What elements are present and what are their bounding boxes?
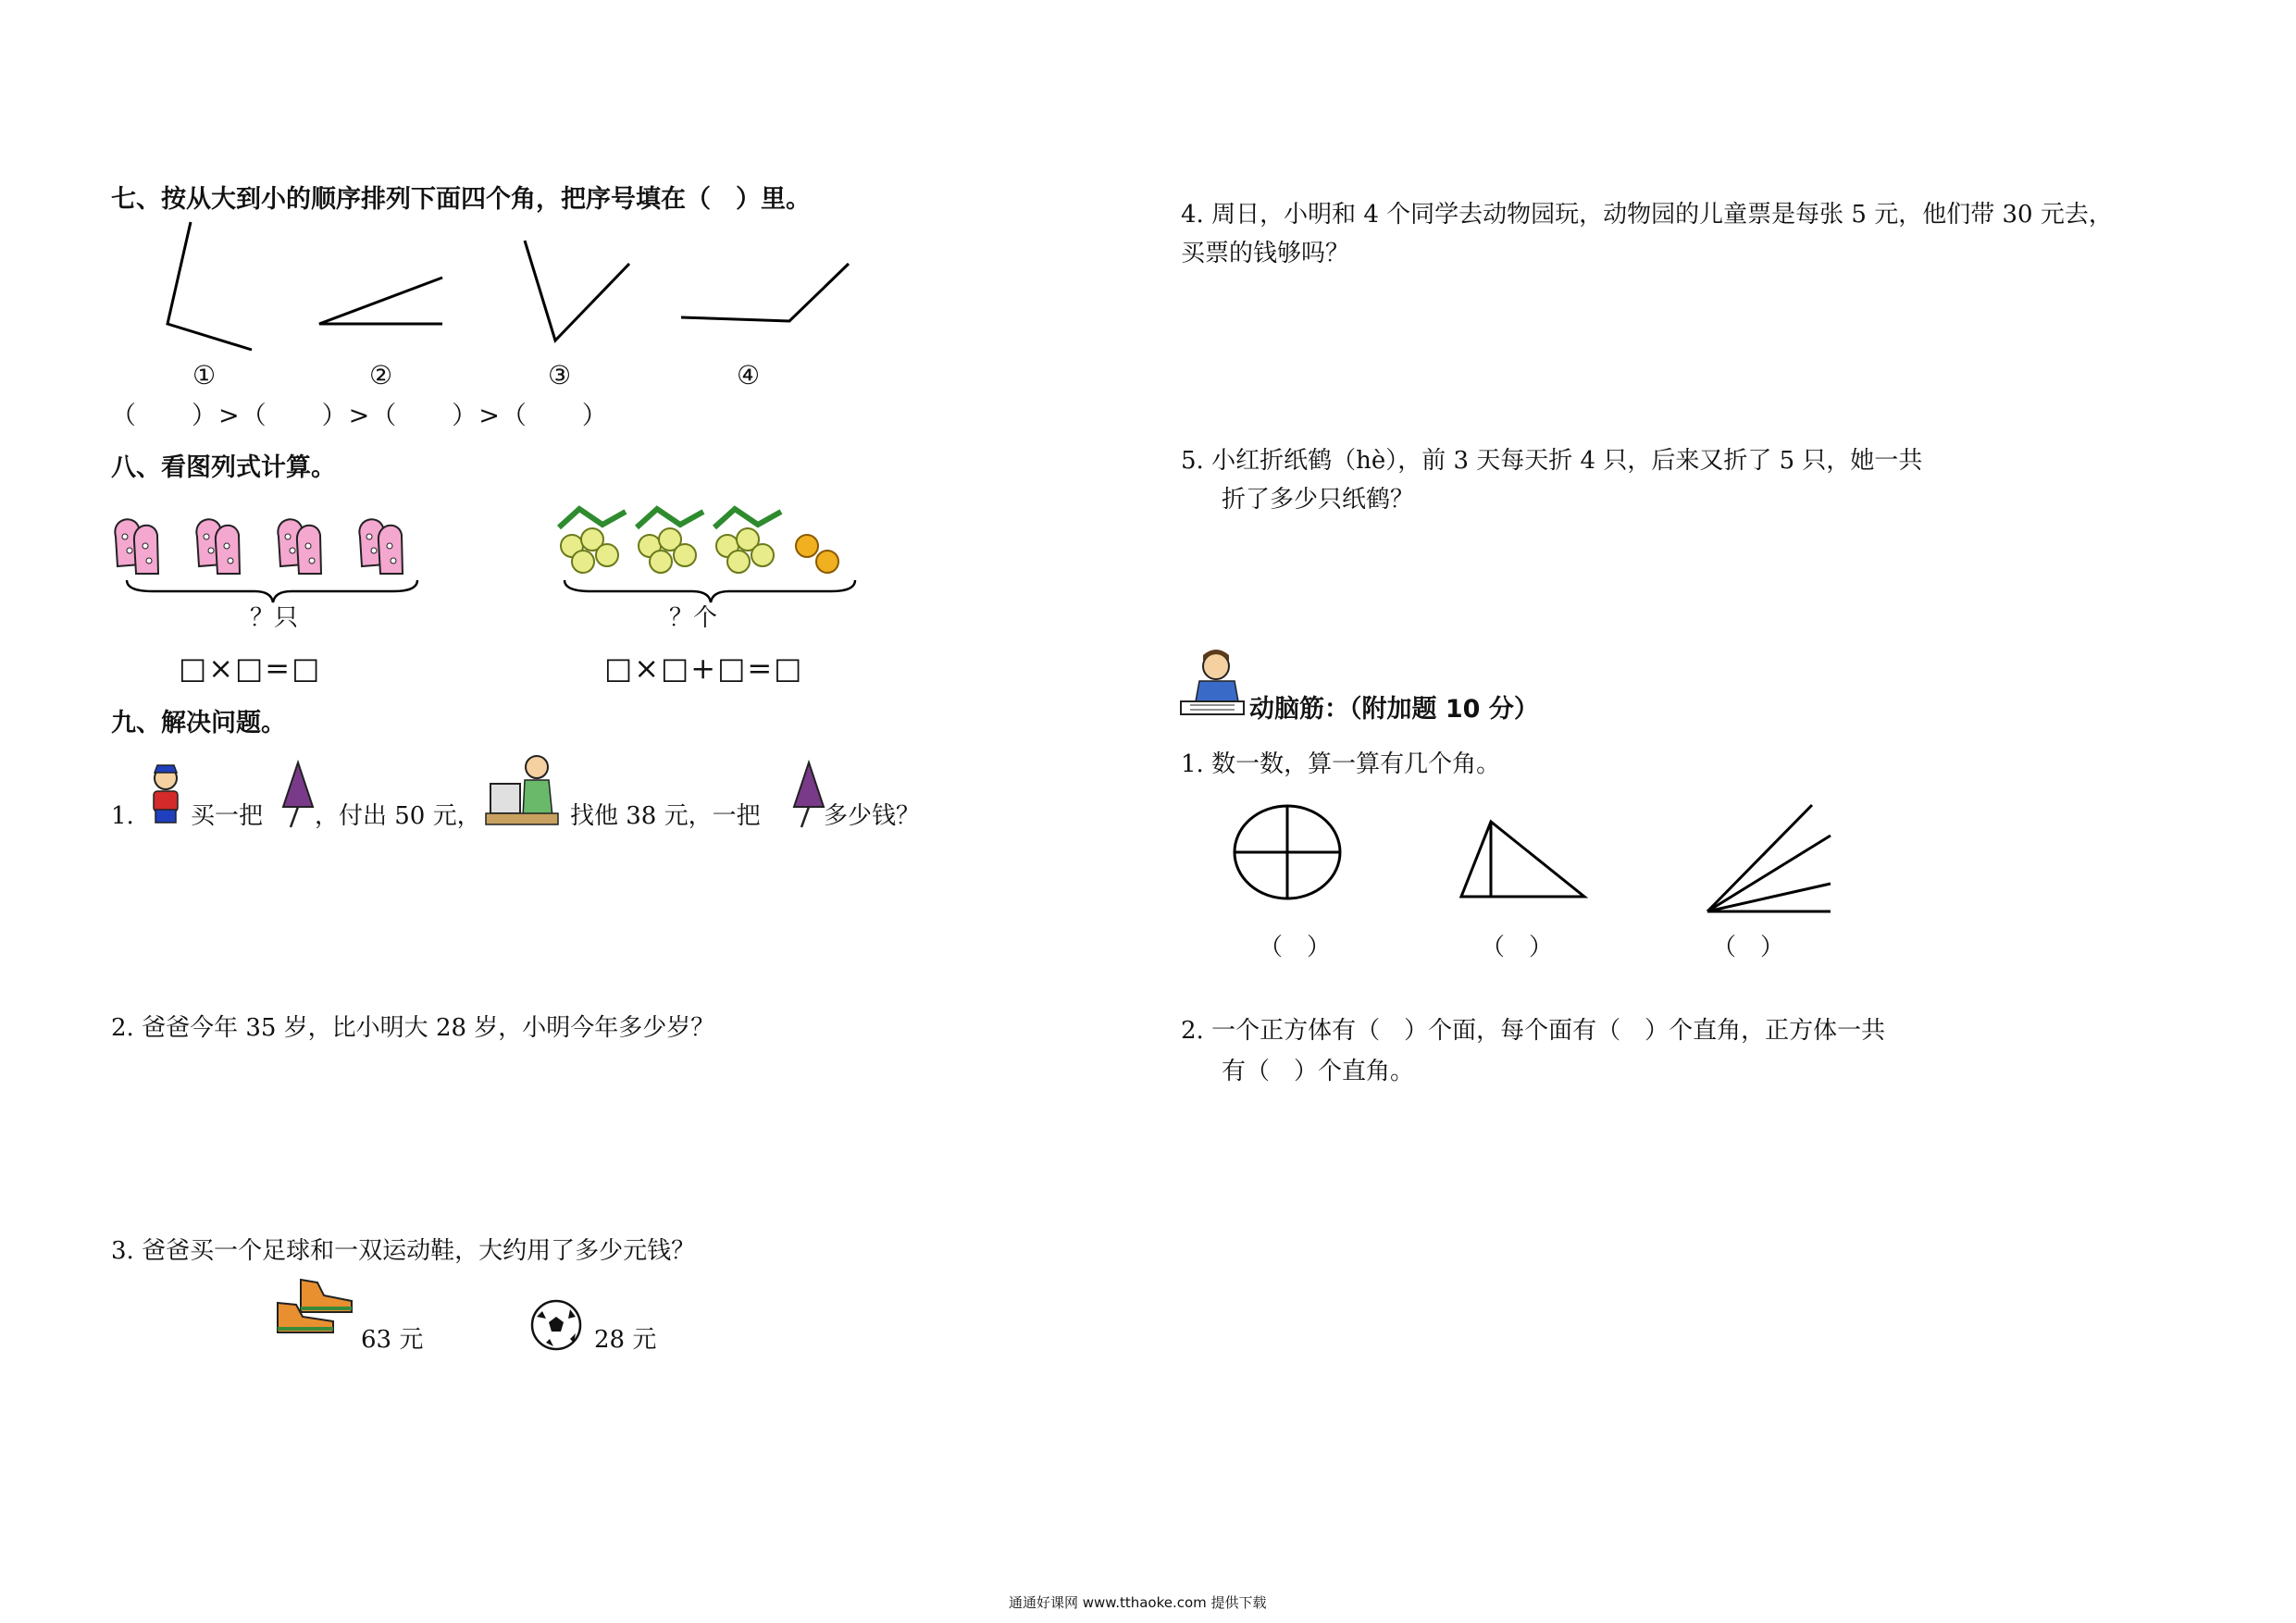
q2-text: 2. 爸爸今年 35 岁，比小明大 28 岁，小明今年多少岁？ xyxy=(111,1014,715,1042)
fan-angles-figure xyxy=(1707,805,1831,911)
angle-label-4: ④ xyxy=(737,360,761,390)
bonus-blank-3: （ ） xyxy=(1712,934,1785,961)
bonus-q1: 1. 数一数，算一算有几个角。 xyxy=(1181,750,1501,778)
q4-line2: 买票的钱够吗？ xyxy=(1181,240,1350,267)
left-formula: □×□=□ xyxy=(179,650,322,686)
triangle-figure xyxy=(1461,822,1584,897)
q3-text: 3. 爸爸买一个足球和一双运动鞋，大约用了多少元钱？ xyxy=(111,1237,696,1265)
section-8-heading: 八、看图列式计算。 xyxy=(111,453,336,482)
q1-text-part2: ，付出 50 元， xyxy=(315,802,481,830)
left-total-label: ？只 xyxy=(250,604,299,632)
angle-label-2: ② xyxy=(369,360,393,390)
footer-source: 通通好课网 www.tthaoke.com 提供下载 xyxy=(1009,1594,1267,1611)
bonus-heading: 动脑筋：（附加题 10 分） xyxy=(1249,695,1539,724)
ball-price: 28 元 xyxy=(594,1326,657,1354)
angle-label-1: ① xyxy=(192,360,217,390)
angle-order-answer: （ ）>（ ）>（ ）>（ ） xyxy=(111,402,609,430)
q5-line2: 折了多少只纸鹤？ xyxy=(1222,486,1415,514)
section-7-heading: 七、按从大到小的顺序排列下面四个角，把序号填在（ ）里。 xyxy=(111,185,811,214)
circle-figure xyxy=(1235,806,1340,898)
bonus-blank-1: （ ） xyxy=(1259,934,1332,961)
q1-number: 1. xyxy=(111,802,134,830)
soccer-ball-icon xyxy=(529,1298,583,1352)
sneakers-icon xyxy=(273,1275,356,1340)
angle-label-3: ③ xyxy=(548,360,572,390)
bonus-q2-line2: 有（ ）个直角。 xyxy=(1222,1058,1415,1085)
shoe-price: 63 元 xyxy=(361,1326,424,1354)
q4-line1: 4. 周日，小明和 4 个同学去动物园玩，动物园的儿童票是每张 5 元，他们带 30 元去， xyxy=(1181,201,2113,229)
q5-line1: 5. 小红折纸鹤（hè），前 3 天每天折 4 只，后来又折了 5 只，她一共 xyxy=(1181,447,1923,475)
q1-text-part3: 找他 38 元，一把 xyxy=(570,802,761,830)
bonus-blank-2: （ ） xyxy=(1481,934,1554,961)
right-total-label: ？个 xyxy=(669,604,718,632)
q1-text-part4: 多少钱？ xyxy=(824,802,921,830)
right-formula: □×□+□=□ xyxy=(604,650,804,686)
q1-text-part1: 买一把 xyxy=(191,802,264,830)
bonus-q2-line1: 2. 一个正方体有（ ）个面，每个面有（ ）个直角，正方体一共 xyxy=(1181,1017,1886,1045)
section-9-heading: 九、解决问题。 xyxy=(111,709,286,737)
